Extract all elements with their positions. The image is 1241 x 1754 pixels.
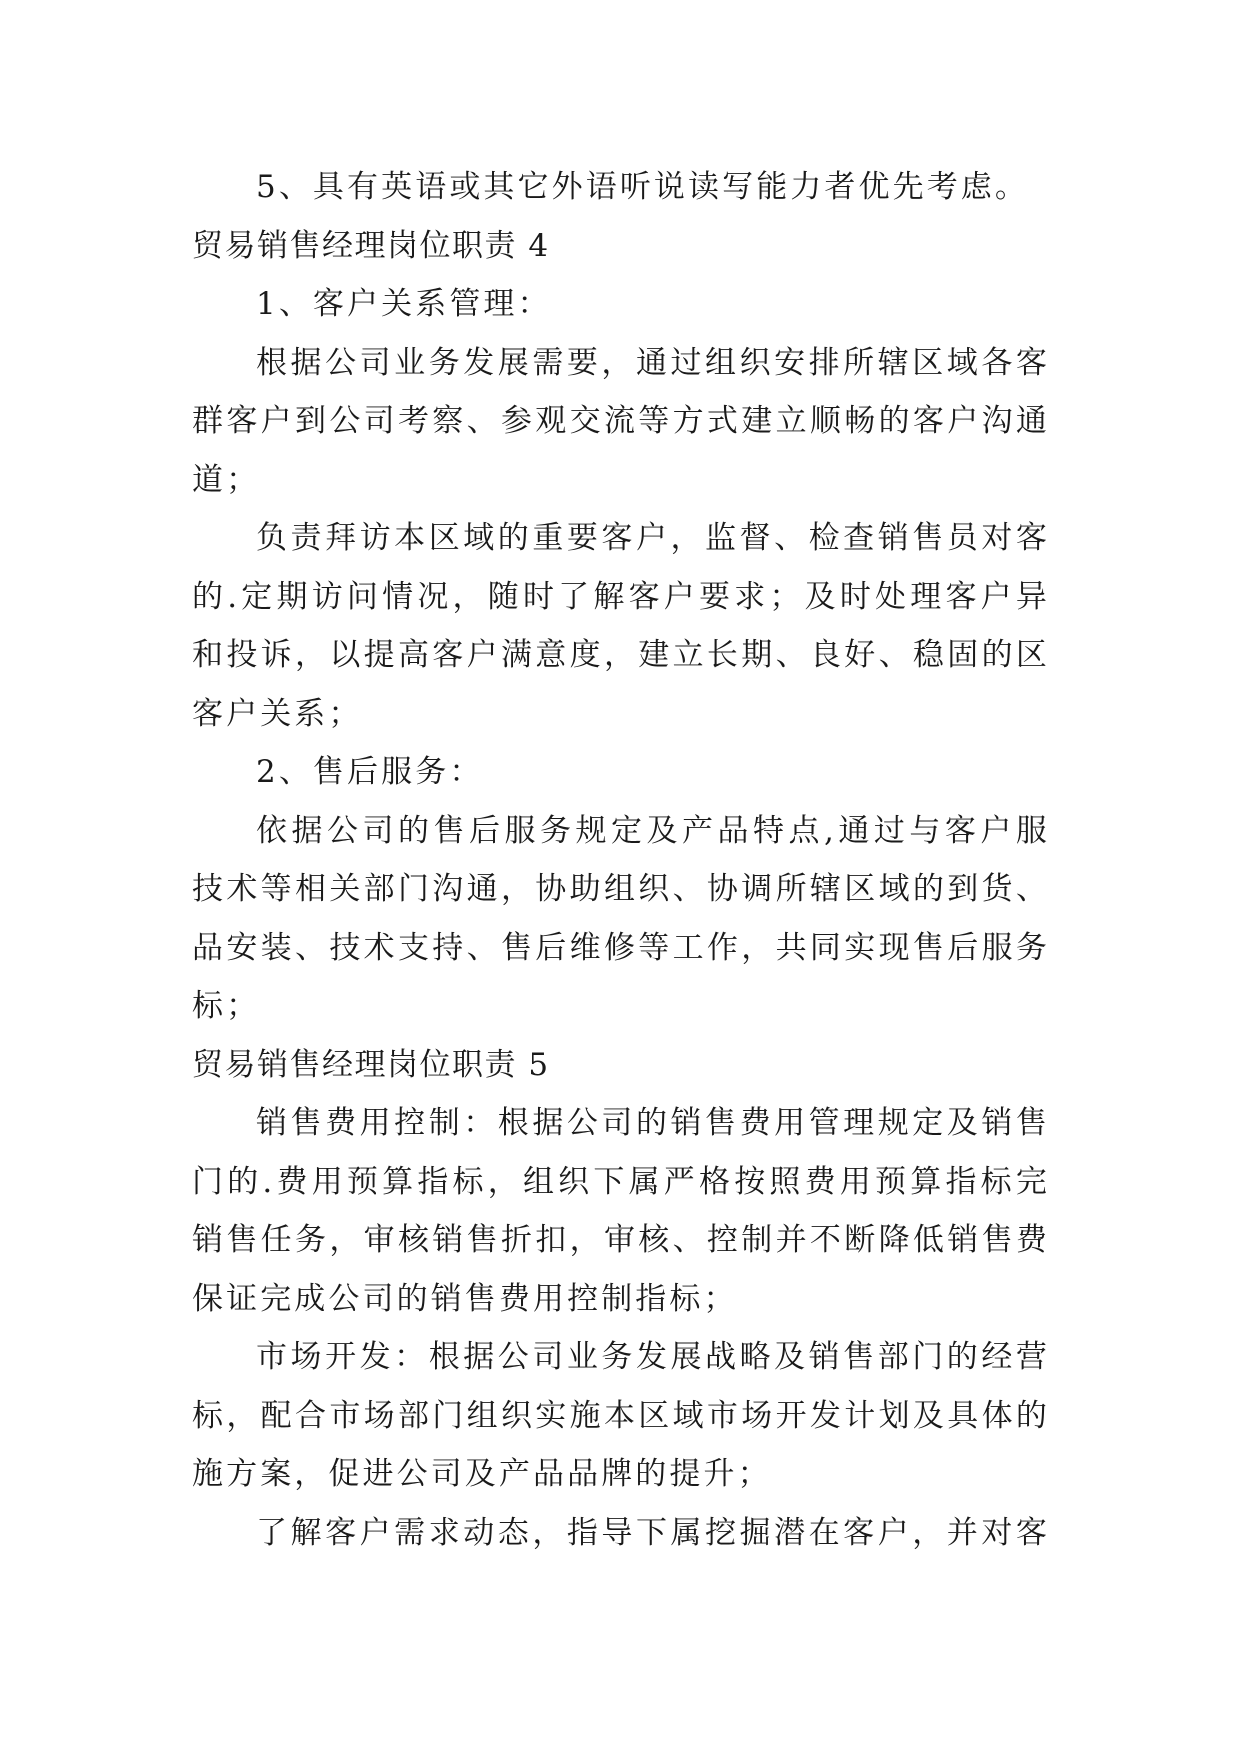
- paragraph-line: 道；: [192, 461, 261, 498]
- section-heading: 贸易销售经理岗位职责 5: [192, 1046, 550, 1083]
- paragraph-line: 依据公司的售后服务规定及产品特点,通过与客户服: [256, 812, 1050, 849]
- document-page: [192, 158, 1050, 1562]
- paragraph-line: 5、具有英语或其它外语听说读写能力者优先考虑。: [256, 169, 1030, 205]
- paragraph-line: 和投诉，以提高客户满意度，建立长期、良好、稳固的区: [192, 637, 1050, 673]
- paragraph-line: 销售费用控制：根据公司的销售费用管理规定及销售: [256, 1105, 1050, 1141]
- section-heading: 贸易销售经理岗位职责 4: [192, 227, 550, 264]
- list-item-heading: 2、售后服务：: [256, 754, 484, 790]
- paragraph-line: 技术等相关部门沟通，协助组织、协调所辖区域的到货、: [192, 871, 1050, 907]
- paragraph-line: 客户关系；: [192, 695, 363, 732]
- paragraph-line: 群客户到公司考察、参观交流等方式建立顺畅的客户沟通: [192, 403, 1050, 439]
- paragraph-line: 施方案，促进公司及产品品牌的提升；: [192, 1456, 772, 1492]
- paragraph-line: 标，配合市场部门组织实施本区域市场开发计划及具体的: [192, 1397, 1050, 1434]
- paragraph-line: 销售任务，审核销售折扣，审核、控制并不断降低销售费: [192, 1222, 1050, 1258]
- paragraph-line: 标；: [192, 988, 261, 1024]
- paragraph-line: 了解客户需求动态，指导下属挖掘潜在客户，并对客: [256, 1514, 1050, 1551]
- paragraph-line: 保证完成公司的销售费用控制指标；: [192, 1280, 738, 1317]
- paragraph-line: 的.定期访问情况，随时了解客户要求；及时处理客户异: [192, 578, 1050, 615]
- paragraph-line: 根据公司业务发展需要，通过组织安排所辖区域各客: [256, 344, 1050, 381]
- paragraph-line: 品安装、技术支持、售后维修等工作，共同实现售后服务: [192, 929, 1050, 966]
- paragraph-line: 市场开发：根据公司业务发展战略及销售部门的经营: [256, 1339, 1050, 1375]
- list-item-heading: 1、客户关系管理：: [256, 286, 552, 322]
- paragraph-line: 负责拜访本区域的重要客户，监督、检查销售员对客: [256, 520, 1050, 556]
- paragraph-line: 门的.费用预算指标，组织下属严格按照费用预算指标完: [192, 1163, 1050, 1200]
